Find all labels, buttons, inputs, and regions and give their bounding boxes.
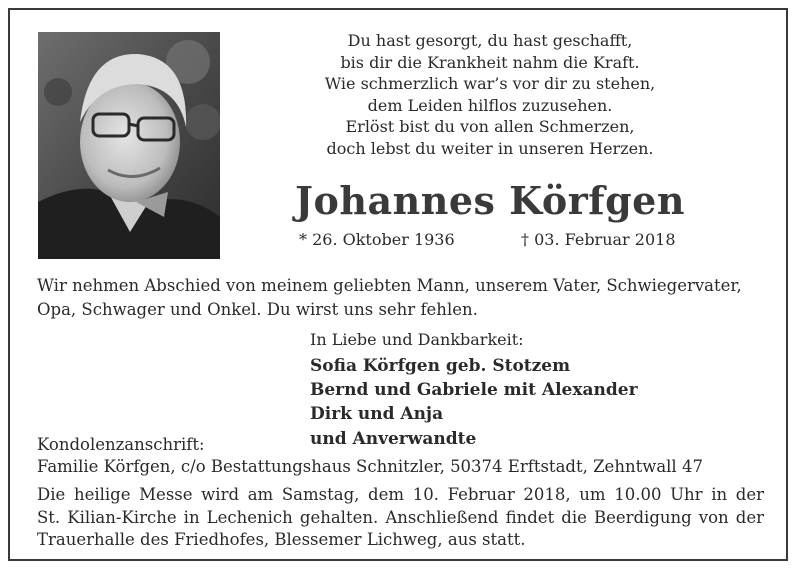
mourner-name: Sofia Körfgen geb. Stotzem: [310, 356, 571, 376]
portrait-photo: [38, 32, 220, 259]
death-date: † 03. Februar 2018: [521, 230, 676, 249]
service-line: St. Kilian-Kirche in Lechenich gehalten. Anschließend findet die Beerdigung von der: [37, 507, 764, 527]
poem-line: doch lebst du weiter in unseren Herzen.: [326, 138, 654, 158]
farewell-line: Opa, Schwager und Onkel. Du wirst uns sehr fehlen.: [37, 300, 478, 319]
poem-line: bis dir die Krankheit nahm die Kraft.: [340, 52, 640, 72]
poem-line: dem Leiden hilflos zuzusehen.: [367, 95, 613, 115]
poem: [290, 30, 690, 160]
poem-line: Erlöst bist du von allen Schmerzen,: [345, 117, 635, 137]
birth-date: * 26. Oktober 1936: [299, 230, 455, 249]
mourners-intro: In Liebe und Dankbarkeit:: [310, 330, 524, 349]
poem-line: Wie schmerzlich war’s vor dir zu stehen,: [324, 74, 656, 94]
deceased-name: Johannes Körfgen: [295, 178, 685, 223]
condolence-label: Kondolenzanschrift:: [37, 435, 205, 454]
farewell-text: [37, 274, 777, 322]
condolence-address-line: Familie Körfgen, c/o Bestattungshaus Schnitzler, 50374 Erftstadt, Zehntwall 47: [37, 457, 703, 476]
portrait-image: [38, 32, 220, 259]
mourner-name: und Anverwandte: [310, 428, 477, 449]
mourner-name: Bernd und Gabriele mit Alexander: [310, 380, 638, 401]
poem-line: Du hast gesorgt, du hast geschafft,: [347, 31, 633, 50]
mourner-name: Dirk und Anja: [310, 404, 444, 425]
service-line: Die heilige Messe wird am Samstag, dem 10. Februar 2018, um 10.00 Uhr in der: [37, 485, 764, 504]
farewell-line: Wir nehmen Abschied von meinem geliebten Mann, unserem Vater, Schwiegervater,: [37, 276, 742, 295]
service-line: Trauerhalle des Friedhofes, Blessemer Lichweg, aus statt.: [37, 530, 526, 549]
condolence-address: [37, 434, 703, 478]
service-info: [37, 484, 764, 552]
